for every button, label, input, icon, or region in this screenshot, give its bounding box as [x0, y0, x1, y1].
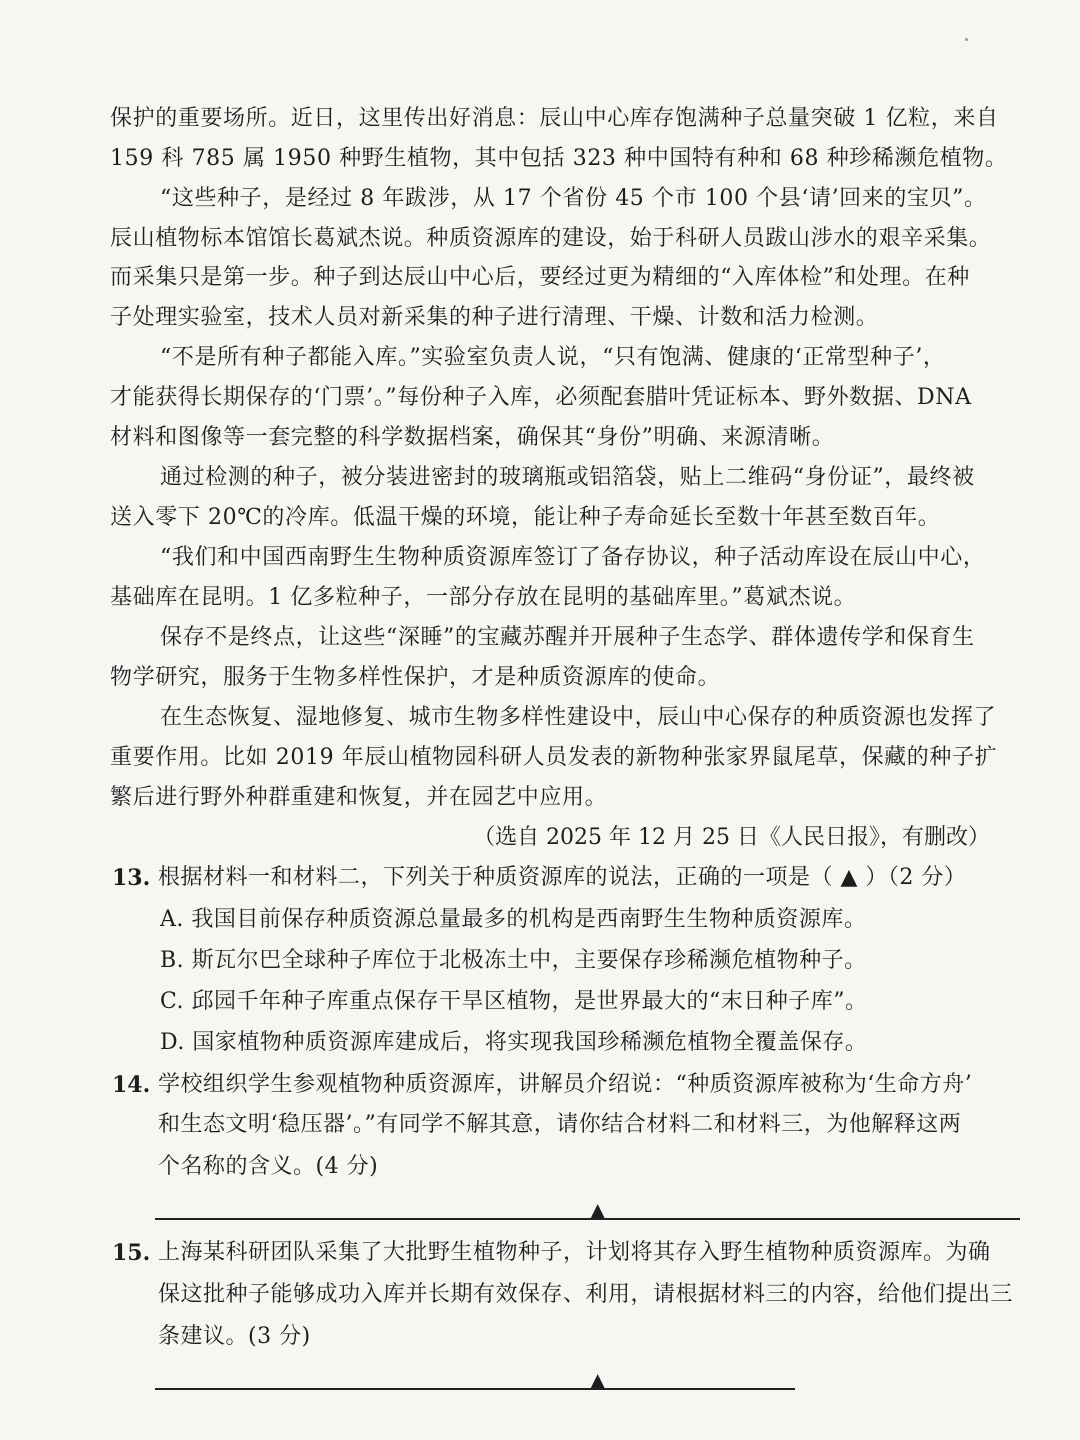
question-13-option-a: A. 我国目前保存种质资源总量最多的机构是西南野生生物种质资源库。: [160, 907, 867, 932]
question-13-option-d: D. 国家植物种质资源库建成后，将实现我国珍稀濒危植物全覆盖保存。: [160, 1030, 868, 1055]
question-14-line-2: 和生态文明‘稳压器’。”有同学不解其意，请你结合材料二和材料三，为他解释这两: [158, 1112, 962, 1137]
paragraph-7-line-3: 繁后进行野外种群重建和恢复，并在园艺中应用。: [110, 785, 608, 810]
paragraph-2-line-2: 辰山植物标本馆馆长葛斌杰说。种质资源库的建设，始于科研人员跋山涉水的艰辛采集。: [110, 226, 992, 251]
paragraph-6-line-2: 物学研究，服务于生物多样性保护，才是种质资源库的使命。: [110, 665, 721, 690]
question-14-line-3: 个名称的含义。(4 分): [158, 1154, 379, 1179]
paragraph-7-line-2: 重要作用。比如 2019 年辰山植物园科研人员发表的新物种张家界鼠尾草，保藏的种子扩: [110, 745, 998, 770]
question-14-answer-line[interactable]: [155, 1218, 1020, 1220]
question-14-number: 14.: [112, 1072, 151, 1098]
paragraph-2-line-4: 子处理实验室，技术人员对新采集的种子进行清理、干燥、计数和活力检测。: [110, 305, 879, 330]
paragraph-4-line-1: 通过检测的种子，被分装进密封的玻璃瓶或铝箔袋，贴上二维码“身份证”，最终被: [160, 465, 975, 490]
question-15-line-2: 保这批种子能够成功入库并长期有效保存、利用，请根据材料三的内容，给他们提出三: [158, 1282, 1014, 1307]
question-15-line-3: 条建议。(3 分): [158, 1324, 311, 1349]
question-15-number: 15.: [112, 1240, 151, 1266]
paragraph-2-line-1: “这些种子，是经过 8 年跋涉，从 17 个省份 45 个市 100 个县‘请’回来的宝贝”。: [160, 186, 987, 211]
paragraph-6-line-1: 保存不是终点，让这些“深睡”的宝藏苏醒并开展种子生态学、群体遗传学和保育生: [160, 625, 975, 650]
paragraph-3-line-3: 材料和图像等一套完整的科学数据档案，确保其“身份”明确、来源清晰。: [110, 425, 835, 450]
question-13-option-b: B. 斯瓦尔巴全球种子库位于北极冻土中，主要保存珍稀濒危植物种子。: [160, 948, 867, 973]
question-13-number: 13.: [112, 865, 151, 891]
paragraph-5-line-2: 基础库在昆明。1 亿多粒种子，一部分存放在昆明的基础库里。”葛斌杰说。: [110, 585, 857, 610]
scan-speck: [965, 38, 968, 41]
question-13-option-c: C. 邱园千年种子库重点保存干旱区植物，是世界最大的“末日种子库”。: [160, 989, 868, 1014]
question-14-line-1: 学校组织学生参观植物种质资源库，讲解员介绍说：“种质资源库被称为‘生命方舟’: [158, 1072, 973, 1097]
question-15-answer-mark: ▲: [590, 1368, 606, 1392]
paragraph-5-line-1: “我们和中国西南野生生物种质资源库签订了备存协议，种子活动库设在辰山中心，: [160, 545, 986, 570]
question-13-stem: 根据材料一和材料二，下列关于种质资源库的说法，正确的一项是（ ▲ ）（2 分）: [158, 865, 967, 890]
question-14-answer-mark: ▲: [590, 1198, 606, 1222]
paragraph-2-line-3: 而采集只是第一步。种子到达辰山中心后，要经过更为精细的“入库体检”和处理。在种: [110, 265, 970, 290]
paragraph-1-line-1: 保护的重要场所。近日，这里传出好消息：辰山中心库存饱满种子总量突破 1 亿粒，来自: [110, 106, 999, 131]
question-15-line-1: 上海某科研团队采集了大批野生植物种子，计划将其存入野生植物种质资源库。为确: [158, 1240, 991, 1265]
question-15-answer-line[interactable]: [155, 1388, 795, 1390]
paragraph-3-line-2: 才能获得长期保存的‘门票’。”每份种子入库，必须配套腊叶凭证标本、野外数据、DNA: [110, 385, 972, 410]
source-citation: （选自 2025 年 12 月 25 日《人民日报》，有删改）: [473, 825, 990, 850]
paragraph-7-line-1: 在生态恢复、湿地修复、城市生物多样性建设中，辰山中心保存的种质资源也发挥了: [160, 705, 997, 730]
paragraph-1-line-2: 159 科 785 属 1950 种野生植物，其中包括 323 种中国特有种和 68 种珍稀濒危植物。: [110, 146, 1008, 171]
paragraph-4-line-2: 送入零下 20℃的冷库。低温干燥的环境，能让种子寿命延长至数十年甚至数百年。: [110, 505, 941, 530]
paragraph-3-line-1: “不是所有种子都能入库。”实验室负责人说，“只有饱满、健康的‘正常型种子’，: [160, 345, 946, 370]
